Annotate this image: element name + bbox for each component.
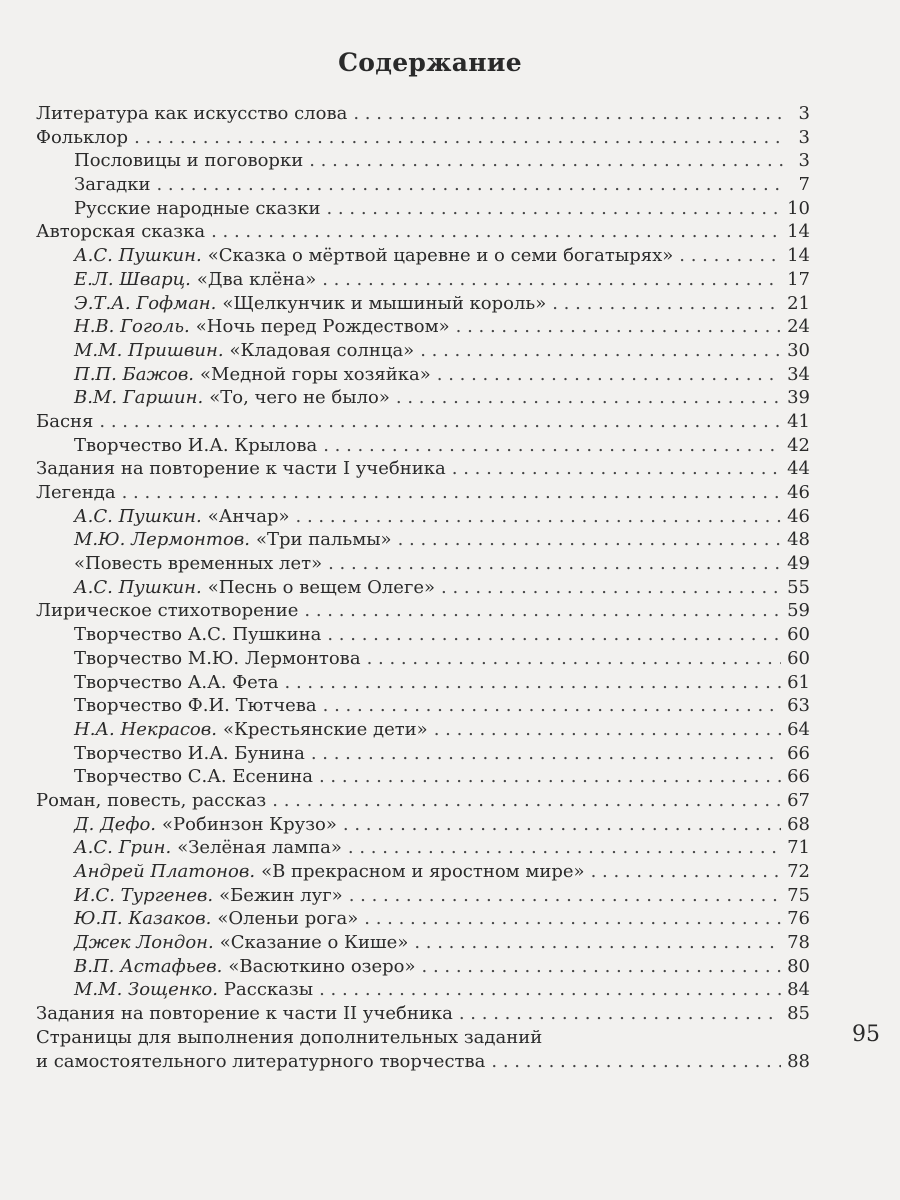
toc-entry-title-line1: Страницы для выполнения дополнительных заданий (36, 1026, 543, 1048)
toc-entry-page: 80 (787, 955, 810, 977)
toc-entry-title: «Васюткино озеро» (228, 955, 416, 977)
toc-entry-title: Русские народные сказки (74, 197, 321, 219)
dot-leader (422, 955, 782, 979)
toc-entry (36, 813, 810, 837)
toc-entry-title: «Три пальмы» (256, 529, 392, 551)
toc-entry-page: 49 (787, 553, 810, 575)
toc-entry-page: 41 (787, 410, 810, 432)
toc-entry (36, 552, 810, 576)
dot-leader (441, 576, 781, 600)
dot-leader (552, 292, 781, 316)
toc-entry-page: 46 (787, 505, 810, 527)
toc-entry-title: Рассказы (223, 979, 314, 1001)
toc-entry-author: А.С. Грин. (74, 837, 172, 859)
toc-entry-page: 14 (787, 221, 810, 243)
toc-entry (36, 860, 810, 884)
dot-leader (304, 599, 781, 623)
toc-entry (36, 457, 810, 481)
toc-entry-title: «Медной горы хозяйка» (200, 363, 431, 385)
dot-leader (322, 268, 781, 292)
toc-entry (36, 907, 810, 931)
toc-entry-page: 44 (787, 458, 810, 480)
dot-leader (420, 339, 781, 363)
toc-entry-author: М.М. Пришвин. (74, 339, 224, 361)
toc-entry-title: «Бежин луг» (219, 884, 343, 906)
dot-leader (156, 173, 784, 197)
toc-entry-title-line2: и самостоятельного литературного творчества (36, 1050, 486, 1072)
toc-entry-page: 17 (787, 268, 810, 290)
toc-entry-title: Лирическое стихотворение (36, 600, 299, 622)
toc-entry-title: «Два клёна» (196, 268, 317, 290)
dot-leader (323, 434, 781, 458)
toc-entry-title: «Зелёная лампа» (177, 837, 342, 859)
dot-leader (459, 1002, 781, 1026)
toc-entry-multiline (36, 1026, 810, 1073)
toc-entry (36, 339, 810, 363)
toc-entry-title: «Сказка о мёртвой царевне и о семи богатырях» (207, 245, 674, 267)
toc-entry (36, 978, 810, 1002)
toc-entry-author: М.Ю. Лермонтов. (74, 529, 250, 551)
toc-entry (36, 576, 810, 600)
dot-leader (591, 860, 782, 884)
toc-entry-title: «Анчар» (207, 505, 290, 527)
toc-entry (36, 836, 810, 860)
toc-entry-author: В.П. Астафьев. (74, 955, 223, 977)
toc-entry (36, 363, 810, 387)
toc-entry (36, 434, 810, 458)
dot-leader (396, 386, 781, 410)
toc-entry (36, 102, 810, 126)
toc-entry-author: Ю.П. Казаков. (74, 908, 212, 930)
dot-leader (414, 931, 781, 955)
toc-entry-title: Творчество И.А. Крылова (74, 434, 318, 456)
dot-leader (319, 765, 781, 789)
toc-entry-page: 84 (787, 979, 810, 1001)
toc-entry (36, 197, 810, 221)
toc-entry-title: «Оленьи рога» (217, 908, 359, 930)
dot-leader (679, 244, 781, 268)
toc-entry (36, 528, 810, 552)
toc-entry (36, 315, 810, 339)
dot-leader (272, 789, 781, 813)
dot-leader (326, 197, 781, 221)
dot-leader (319, 978, 781, 1002)
toc-entry (36, 149, 810, 173)
toc-entry-title: «Робинзон Крузо» (162, 813, 337, 835)
toc-entry-author: Андрей Платонов. (74, 861, 256, 882)
toc-entry-title: «Ночь перед Рождеством» (195, 316, 450, 338)
toc-entry-title: «Щелкунчик и мышиный король» (222, 292, 547, 314)
toc-entry-author: Н.А. Некрасов. (74, 718, 217, 740)
toc-entry (36, 268, 810, 292)
dot-leader (328, 552, 781, 576)
toc-entry-title: «Кладовая солнца» (229, 339, 415, 361)
toc-entry (36, 789, 810, 813)
toc-entry-author: П.П. Бажов. (74, 363, 195, 385)
toc-entry-title: Задания на повторение к части I учебника (36, 458, 446, 480)
toc-entry-page: 76 (787, 908, 810, 930)
toc-entry-title: «То, чего не было» (209, 387, 390, 409)
toc-entry-page: 66 (787, 742, 810, 764)
toc-entry-page: 78 (787, 932, 810, 954)
toc-entry (36, 671, 810, 695)
toc-entry-title: Творчество И.А. Бунина (74, 742, 305, 764)
toc-entry-page: 48 (787, 529, 810, 551)
dot-leader (327, 623, 781, 647)
toc-entry-page: 59 (787, 600, 810, 622)
toc-entry-page: 46 (787, 482, 810, 503)
toc-entry-page: 75 (787, 884, 810, 906)
toc-entry-page: 88 (787, 1050, 810, 1072)
toc-entry-page: 55 (787, 576, 810, 598)
toc-entry-page: 68 (787, 813, 810, 835)
dot-leader (348, 836, 781, 860)
page-title: Содержание (338, 48, 522, 77)
toc-entry (36, 1002, 810, 1026)
toc-entry-title: Легенда (36, 482, 116, 503)
dot-leader (491, 1050, 781, 1074)
toc-entry-page: 66 (787, 766, 810, 788)
toc-entry-title: Творчество А.А. Фета (74, 671, 279, 693)
toc-entry-author: А.С. Пушкин. (74, 505, 202, 527)
toc-entry-title: «Песнь о вещем Олеге» (207, 576, 436, 598)
toc-entry (36, 884, 810, 908)
toc-entry-title: Басня (36, 410, 94, 432)
dot-leader (323, 694, 781, 718)
toc-entry-page: 30 (787, 339, 810, 361)
toc-entry-title: Творчество М.Ю. Лермонтова (74, 647, 361, 669)
toc-entry-title: Авторская сказка (36, 221, 206, 243)
toc-entry-page: 21 (787, 292, 810, 314)
toc-entry (36, 410, 810, 434)
toc-entry (36, 694, 810, 718)
toc-entry-author: Э.Т.А. Гофман. (74, 292, 217, 314)
toc-entry (36, 173, 810, 197)
toc-entry-author: А.С. Пушкин. (74, 576, 202, 598)
toc-entry-title: Загадки (74, 174, 151, 196)
toc-entry (36, 931, 810, 955)
dot-leader (367, 647, 782, 671)
toc-entry-page: 10 (787, 197, 810, 219)
toc-entry-author: Джек Лондон. (74, 932, 214, 954)
toc-entry-page: 85 (787, 1003, 810, 1025)
toc-entry-title: Творчество С.А. Есенина (74, 766, 313, 788)
toc-entry-title: Пословицы и поговорки (74, 150, 304, 172)
toc-entry-page: 64 (787, 718, 810, 740)
toc-entry-title: Роман, повесть, рассказ (36, 789, 267, 811)
dot-leader (456, 315, 781, 339)
toc-entry-page: 60 (787, 647, 810, 669)
toc-entry-page: 34 (787, 363, 810, 385)
toc-entry-title: Творчество А.С. Пушкина (74, 624, 322, 646)
toc-entry-page: 71 (787, 837, 810, 859)
toc-entry-page: 42 (787, 434, 810, 456)
toc-entry-title: Фольклор (36, 126, 129, 148)
toc-entry (36, 386, 810, 410)
dot-leader (311, 742, 781, 766)
dot-leader (452, 457, 781, 481)
toc-entry-page: 24 (787, 316, 810, 338)
dot-leader (285, 671, 782, 695)
toc-entry (36, 505, 810, 529)
dot-leader (99, 410, 781, 434)
dot-leader (437, 363, 781, 387)
dot-leader (122, 481, 782, 505)
toc-entry-page: 3 (798, 103, 810, 124)
toc-entry-title: «В прекрасном и яростном мире» (261, 861, 585, 882)
toc-entry-page: 63 (787, 695, 810, 717)
toc-entry (36, 718, 810, 742)
toc-entry-page: 14 (787, 245, 810, 267)
toc-entry-title: «Сказание о Кише» (219, 932, 409, 954)
toc-entry (36, 647, 810, 671)
toc-entry-title: Задания на повторение к части II учебника (36, 1003, 453, 1025)
toc-entry-author: Д. Дефо. (74, 813, 157, 835)
dot-leader (434, 718, 781, 742)
toc-entry-page: 72 (787, 861, 810, 882)
toc-entry-author: Н.В. Гоголь. (74, 316, 190, 338)
toc-entry-title: Творчество Ф.И. Тютчева (74, 695, 317, 717)
table-of-contents (36, 102, 810, 1073)
toc-entry-page: 3 (798, 126, 810, 148)
toc-entry (36, 244, 810, 268)
toc-entry (36, 220, 810, 244)
dot-leader (343, 813, 781, 837)
toc-entry-author: Е.Л. Шварц. (74, 268, 191, 290)
toc-entry-page: 60 (787, 624, 810, 646)
toc-entry-page: 39 (787, 387, 810, 409)
toc-entry-page: 67 (787, 789, 810, 811)
toc-entry (36, 623, 810, 647)
dot-leader (211, 220, 781, 244)
toc-entry-page: 61 (787, 671, 810, 693)
toc-entry-author: И.С. Тургенев. (74, 884, 214, 906)
toc-entry-author: В.М. Гаршин. (74, 387, 204, 409)
dot-leader (398, 528, 782, 552)
dot-leader (353, 102, 784, 126)
toc-entry (36, 481, 810, 505)
toc-entry (36, 765, 810, 789)
toc-entry-title: «Крестьянские дети» (222, 718, 428, 740)
dot-leader (364, 907, 781, 931)
page-number: 95 (852, 1022, 880, 1047)
toc-entry-title: «Повесть временных лет» (74, 553, 323, 575)
toc-entry (36, 126, 810, 150)
toc-entry-author: А.С. Пушкин. (74, 245, 202, 267)
toc-entry-page: 7 (798, 174, 810, 196)
toc-entry-title: Литература как искусство слова (36, 103, 348, 124)
toc-entry-author: М.М. Зощенко. (74, 979, 218, 1001)
toc-entry-page: 3 (798, 150, 810, 172)
dot-leader (349, 884, 781, 908)
dot-leader (296, 505, 782, 529)
dot-leader (134, 126, 784, 150)
dot-leader (309, 149, 784, 173)
toc-entry (36, 292, 810, 316)
toc-entry (36, 599, 810, 623)
toc-entry (36, 742, 810, 766)
toc-entry (36, 955, 810, 979)
